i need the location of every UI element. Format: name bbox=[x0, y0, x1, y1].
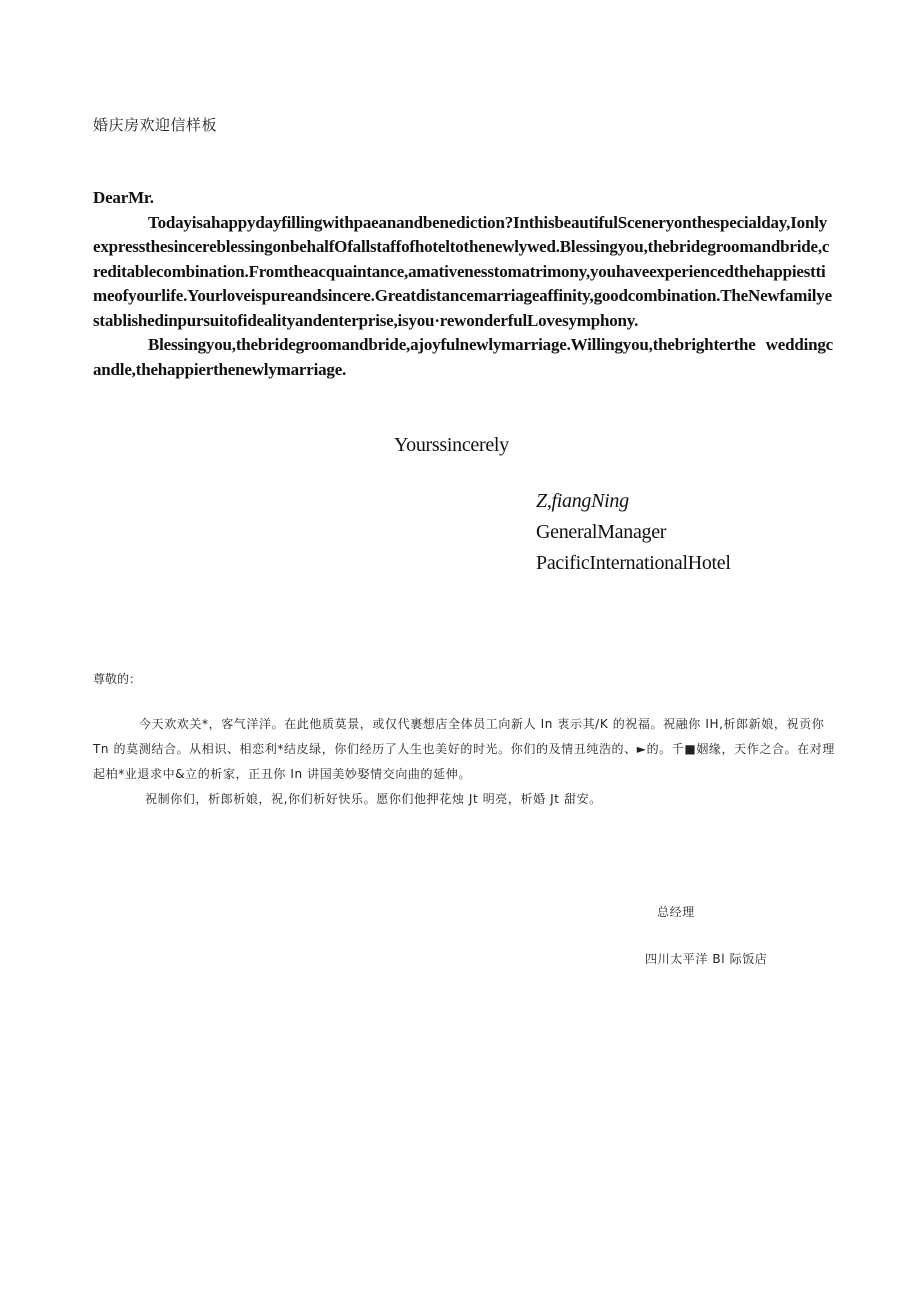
chinese-letter bbox=[93, 712, 838, 812]
english-closing: Yourssincerely bbox=[394, 434, 509, 456]
chinese-salutation: 尊敬的： bbox=[93, 672, 142, 686]
chinese-signature-hotel: 四川太平洋 Bl 际饭店 bbox=[645, 952, 768, 966]
english-paragraph-2: Blessingyou,thebridegroomandbride,ajoyfulnewlymarriage.Willingyou,thebrighterthe weddingcandle,thehappierthenewlymarriage. bbox=[93, 335, 833, 379]
chinese-paragraph-2: 祝制你们，析郎析娘，祝,你们析好快乐。愿你们他押花烛 Jt 明亮，析婚 Jt 甜安。 bbox=[145, 792, 602, 806]
chinese-signature-title: 总经理 bbox=[657, 905, 695, 919]
document-title: 婚庆房欢迎信样板 bbox=[93, 116, 218, 134]
signature-title: GeneralManager bbox=[536, 521, 667, 543]
signature-hotel: PacificInternationalHotel bbox=[536, 552, 731, 574]
english-signature-block bbox=[536, 486, 731, 579]
english-salutation: DearMr. bbox=[93, 188, 154, 207]
english-letter bbox=[93, 186, 833, 382]
chinese-paragraph-1: 今天欢欢关*，客气洋洋。在此他质莫景，或仅代裹想店全体员工向新人 In 衷示其/K 的祝福。祝融你 IH,析郎新娘，祝贡你 Tn 的莫测结合。从相识、相恋利*结皮绿，你们经历了人生也美好的时光。你们的及情丑纯浩的、►的。千■姻缘，天作之合。在对理起柏*业退求中&立的析家，正丑你 In 讲国美妙娶情交向曲的延伸。 bbox=[93, 717, 835, 781]
english-paragraph-1: Todayisahappydayfillingwithpaeanandbenediction?InthisbeautifulSceneryonthespecialday,IonlyexpressthesincereblessingonbehalfOfallstaffofhoteltothenewlywed.Blessingyou,thebridegroomandbride,creditablecombination.Fromtheacquaintance,amativenesstomatrimony,youhaveexperiencedthehappiesttimeofyourlife.Yourloveispureandsincere.Greatdistancemarriageaffinity,goodcombination.TheNewfamilyestablishedinpursuitofidealityandenterprise,isyou·rewonderfulLovesymphony. bbox=[93, 212, 832, 330]
signature-name: Z,fiangNing bbox=[536, 490, 629, 512]
